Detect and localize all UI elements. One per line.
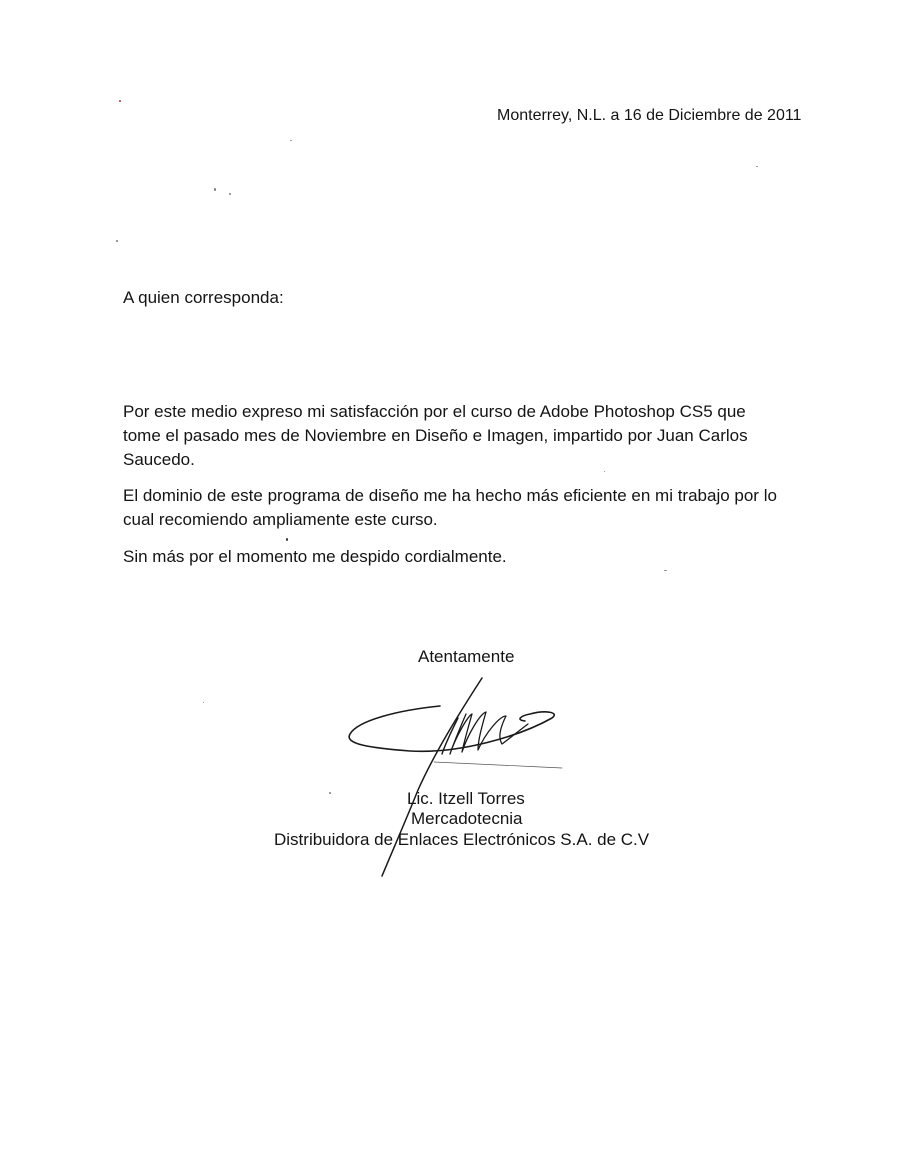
signer-department: Mercadotecnia [411,809,523,828]
letter-date: Monterrey, N.L. a 16 de Diciembre de 2011 [497,107,802,124]
body-paragraph-2 [123,484,777,532]
closing-text: Atentamente [418,647,515,666]
scan-speck [286,538,288,541]
scan-speck [116,240,118,242]
scan-speck [229,193,231,195]
scan-speck [664,570,667,571]
paragraph-line: cual recomiendo ampliamente este curso. [123,510,438,529]
scan-speck [214,188,216,191]
scan-speck [756,166,758,167]
scan-speck [329,792,331,794]
scan-speck [203,702,204,703]
scan-speck [119,100,121,102]
paragraph-line: tome el pasado mes de Noviembre en Diseño e Imagen, impartido por Juan Carlos [123,426,748,445]
paragraph-line: Por este medio expreso mi satisfacción por el curso de Adobe Photoshop CS5 que [123,402,746,421]
signer-name: Lic. Itzell Torres [407,789,525,808]
scan-speck [290,140,292,141]
body-paragraph-3: Sin más por el momento me despido cordialmente. [123,547,507,566]
letter-greeting: A quien corresponda: [123,288,284,307]
scan-speck [604,471,605,472]
body-paragraph-1 [123,400,748,472]
paragraph-line: Saucedo. [123,450,195,469]
paragraph-line: El dominio de este programa de diseño me ha hecho más eficiente en mi trabajo por lo [123,486,777,505]
signer-company: Distribuidora de Enlaces Electrónicos S.A. de C.V [274,830,650,849]
